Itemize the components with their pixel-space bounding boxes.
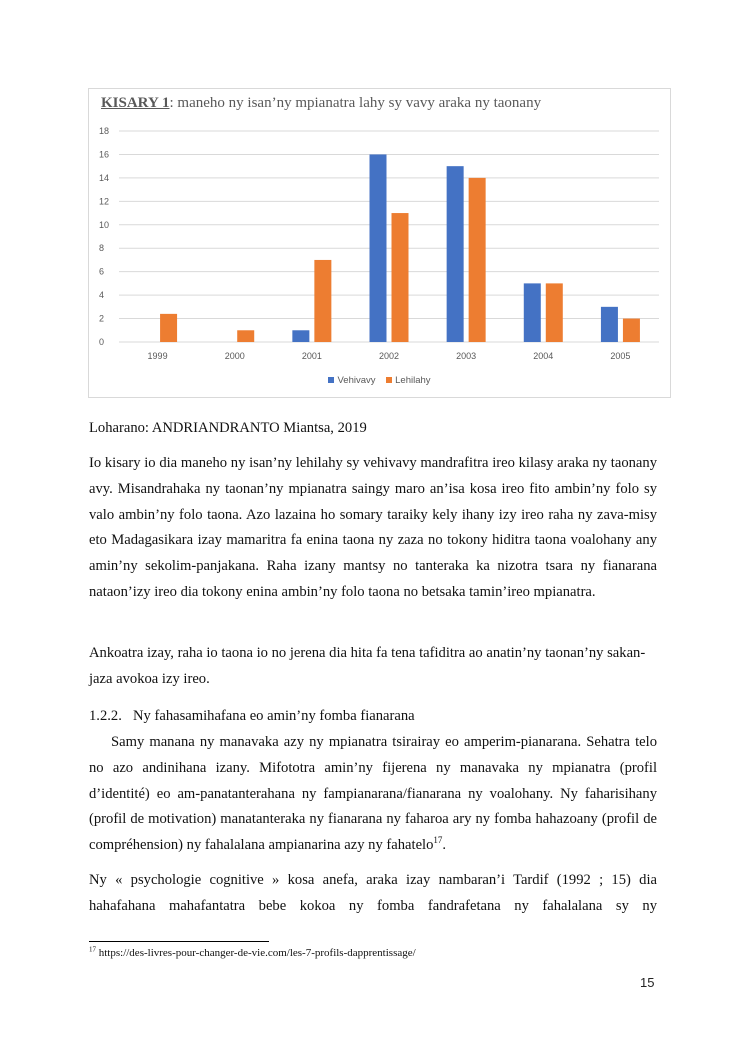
chart-title-label: KISARY 1 bbox=[101, 95, 170, 111]
x-tick-label: 2000 bbox=[224, 351, 245, 361]
footnote-separator bbox=[89, 941, 269, 942]
y-tick-label: 16 bbox=[99, 149, 110, 160]
paragraph-1: Io kisary io dia maneho ny isan’ny lehilahy sy vehivavy mandrafitra ireo kilasy araka ny taonany avy. Misandrahaka ny taonan’ny mpianatra saingy maro an’isa kosa ireo fito ambin’ny folo sy valo ambin’ny folo taona. Azo lazaina ho somary taraiky kely ihany izy ireo raha ny zava-misy eto Madagasikara izay mamaritra fa enina taona ny zaza no tokony hiditra taona voalohany any amin’ny sekolim-panjakana. Raha izany mantsy no tanteraka ka nizotra tsara ny fianarana nataon’izy ireo dia tokony enina ambin’ny folo taona no betsaka tamin’ireo mpianatra. bbox=[89, 455, 657, 600]
page-number: 15 bbox=[640, 975, 655, 990]
bar-lehilahy-1999 bbox=[160, 314, 177, 342]
y-tick-label: 12 bbox=[99, 196, 110, 207]
bar-lehilahy-2005 bbox=[623, 319, 640, 342]
section-title: Ny fahasamihafana eo amin’ny fomba fianarana bbox=[133, 708, 415, 724]
bar-lehilahy-2002 bbox=[392, 213, 409, 342]
x-tick-label: 2005 bbox=[610, 351, 631, 361]
section-heading bbox=[89, 704, 657, 730]
section-number: 1.2.2. bbox=[89, 708, 122, 724]
y-tick-label: 0 bbox=[99, 337, 105, 347]
y-tick-label: 14 bbox=[99, 172, 110, 183]
y-axis-ticks bbox=[99, 126, 109, 347]
footnote-link[interactable]: https://des-livres-pour-changer-de-vie.com/les-7-profils-dapprentissage/ bbox=[96, 947, 416, 959]
footnote-number: 17 bbox=[89, 945, 96, 954]
paragraph-4: Ny « psychologie cognitive » kosa anefa, araka izay nambaran’i Tardif (1992 ; 15) dia hahafahana mahafantatra bebe kokoa ny fomba fandrafetana ny fahalalana sy ny bbox=[89, 872, 657, 914]
x-tick-label: 2004 bbox=[533, 351, 554, 361]
legend-item-lehilahy bbox=[386, 375, 430, 386]
legend-label-lehilahy: Lehilahy bbox=[395, 375, 431, 386]
legend-label-vehivavy: Vehivavy bbox=[337, 375, 376, 386]
y-tick-label: 2 bbox=[99, 313, 105, 324]
y-tick-label: 8 bbox=[99, 243, 105, 254]
paragraph-3-end: . bbox=[442, 837, 447, 854]
paragraph-3 bbox=[89, 730, 657, 859]
x-tick-label: 2003 bbox=[456, 351, 477, 361]
bar-vehivavy-2004 bbox=[524, 283, 541, 342]
bar-chart bbox=[89, 89, 672, 399]
x-tick-label: 2002 bbox=[378, 351, 400, 361]
bar-lehilahy-2004 bbox=[546, 283, 563, 342]
bar-vehivavy-2001 bbox=[292, 330, 309, 342]
bar-lehilahy-2001 bbox=[314, 260, 331, 342]
y-tick-label: 4 bbox=[99, 290, 105, 301]
bar-lehilahy-2000 bbox=[237, 330, 254, 342]
y-tick-label: 18 bbox=[99, 126, 110, 136]
gridlines bbox=[119, 131, 659, 342]
x-tick-label: 1999 bbox=[147, 351, 168, 361]
footnote bbox=[89, 947, 416, 959]
y-tick-label: 10 bbox=[99, 219, 110, 230]
legend-swatch-lehilahy bbox=[386, 377, 392, 383]
chart-title-text: : maneho ny isan’ny mpianatra lahy sy vavy araka ny taonany bbox=[169, 95, 542, 111]
paragraph-2: Ankoatra izay, raha io taona io no jerena dia hita fa tena tafiditra ao anatin’ny taonan’ny sakan-jaza avokoa izy ireo. bbox=[89, 645, 646, 687]
legend-item-vehivavy bbox=[328, 375, 375, 386]
bar-vehivavy-2005 bbox=[601, 307, 618, 342]
bar-vehivavy-2002 bbox=[370, 154, 387, 342]
paragraph-3-text: Samy manana ny manavaka azy ny mpianatra tsirairay eo amperim-pianarana. Sehatra telo no azo andinihana izany. Mifototra amin’ny fijerena ny manavaka ny mpianatra (profil d’identité) eo am-panatanterahana ny fampianarana/fianarana ny voalohany. Ny faharisihany (profil de motivation) manatanteraka ny fianarana ny faharoa ary ny fomba hahazoany (profil de compréhension) ny fahalalana ampianarina azy ny fahatelo bbox=[89, 734, 657, 854]
y-tick-label: 6 bbox=[99, 266, 105, 277]
bar-vehivavy-2003 bbox=[447, 166, 464, 342]
chart-legend bbox=[89, 375, 670, 386]
chart-figure bbox=[88, 88, 671, 398]
bar-lehilahy-2003 bbox=[469, 178, 486, 342]
x-tick-label: 2001 bbox=[301, 351, 322, 361]
legend-swatch-vehivavy bbox=[328, 377, 334, 383]
x-axis-ticks bbox=[148, 351, 631, 361]
footnote-reference[interactable]: 17 bbox=[433, 835, 443, 846]
figure-source: Loharano: ANDRIANDRANTO Miantsa, 2019 bbox=[89, 420, 367, 436]
